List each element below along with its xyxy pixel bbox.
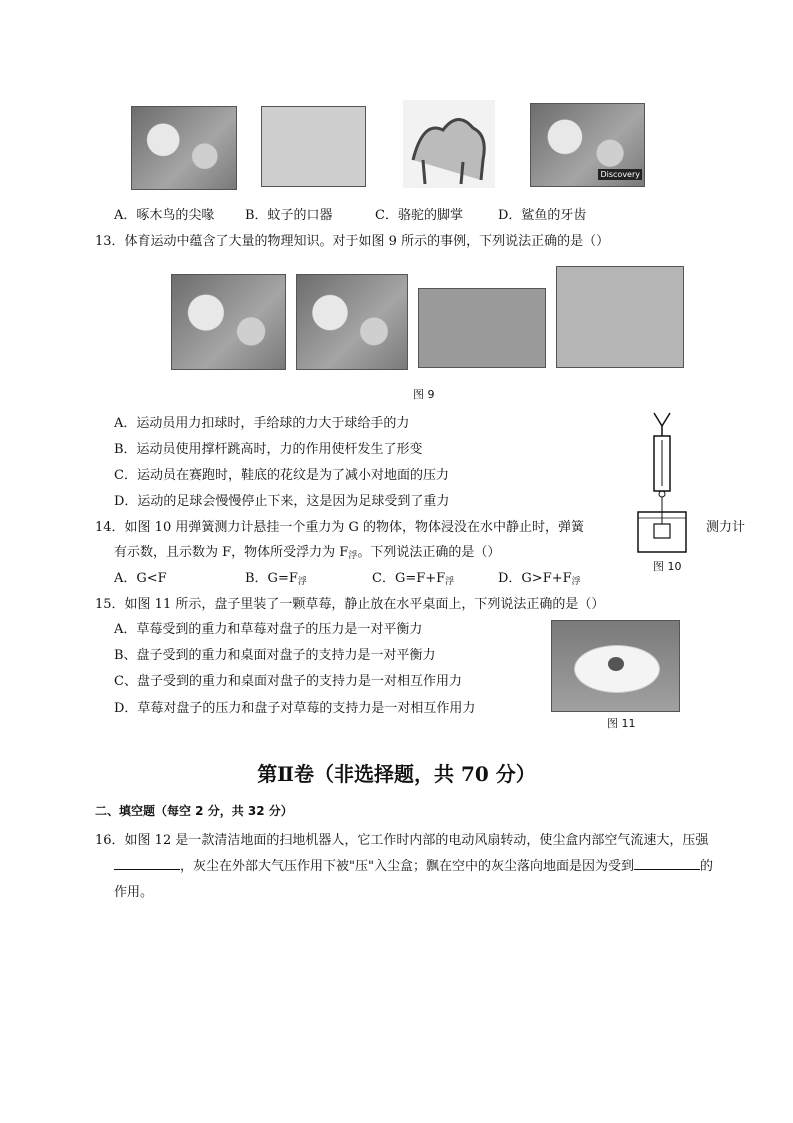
- spring-scale-diagram: [632, 408, 692, 558]
- q12-option-c: C．骆驼的脚掌: [375, 208, 463, 223]
- q12-option-a: A．啄木鸟的尖喙: [114, 208, 215, 223]
- q13-option-d: D．运动的足球会慢慢停止下来，这是因为足球受到了重力: [114, 494, 450, 509]
- camel-sketch: [403, 100, 495, 188]
- q16-line2-end: 的: [699, 859, 713, 874]
- q14-stem-line1: 14．如图 10 用弹簧测力计悬挂一个重力为 G 的物体，物体浸没在水中静止时，弹簧: [95, 520, 584, 535]
- discovery-watermark: Discovery: [600, 170, 640, 179]
- q16-blank-1[interactable]: [114, 857, 180, 870]
- q14-option-d: [498, 567, 581, 587]
- q14-stem-tail: 测力计: [706, 520, 746, 535]
- q16-line2: [114, 855, 713, 874]
- q15-option-d: D．草莓对盘子的压力和盘子对草莓的支持力是一对相互作用力: [114, 701, 476, 716]
- woodpecker-photo: [131, 106, 237, 190]
- sprint-photo: [418, 288, 546, 368]
- pole-vault-photo: [296, 274, 408, 370]
- q15-option-a: A．草莓受到的重力和草莓对盘子的压力是一对平衡力: [114, 622, 423, 637]
- q13-stem: 13．体育运动中蕴含了大量的物理知识。对于如图 9 所示的事例，下列说法正确的是（）: [95, 234, 610, 249]
- q14-option-b-text: B．G=F: [245, 571, 298, 586]
- q14-option-b: [245, 567, 307, 587]
- figure-10-caption: 图 10: [653, 560, 682, 573]
- q14-stem-line2-end: 。下列说法正确的是（）: [357, 545, 501, 560]
- q13-option-a: A．运动员用力扣球时，手给球的力大于球给手的力: [114, 416, 410, 431]
- buoyancy-subscript: 浮: [348, 551, 358, 561]
- q16-line1: 16．如图 12 是一款清洁地面的扫地机器人，它工作时内部的电动风扇转动，使尘盒内部空气流速大，压强: [95, 833, 709, 848]
- figure-11-caption: 图 11: [607, 717, 636, 730]
- q14-option-c-sub: 浮: [445, 577, 455, 587]
- q14-option-d-sub: 浮: [571, 577, 581, 587]
- volleyball-photo: [171, 274, 286, 370]
- shark-photo: [530, 103, 645, 187]
- strawberry: [608, 657, 624, 671]
- camel-photo: [403, 100, 495, 188]
- q16-blank-2[interactable]: [634, 857, 700, 870]
- q15-option-c: C、盘子受到的重力和桌面对盘子的支持力是一对相互作用力: [114, 674, 462, 689]
- soccer-photo: [556, 266, 684, 368]
- q15-option-b: B、盘子受到的重力和桌面对盘子的支持力是一对平衡力: [114, 648, 436, 663]
- q14-option-d-text: D．G>F+F: [498, 571, 572, 586]
- q14-option-b-sub: 浮: [297, 577, 307, 587]
- q14-option-c: [372, 567, 454, 587]
- q15-stem: 15．如图 11 所示，盘子里装了一颗草莓，静止放在水平桌面上，下列说法正确的是（）: [95, 597, 605, 612]
- part-2-title: 第Ⅱ卷（非选择题，共 70 分）: [257, 762, 536, 786]
- strawberry-plate-photo: [551, 620, 680, 712]
- q14-stem-line2: [114, 541, 500, 561]
- figure-9-caption: 图 9: [413, 388, 435, 401]
- q14-stem-line2-main: 有示数，且示数为 F，物体所受浮力为 F: [114, 545, 349, 560]
- q14-option-a: A．G<F: [114, 571, 167, 586]
- mosquito-photo: [261, 106, 366, 187]
- q12-option-d: D．鲨鱼的牙齿: [498, 208, 587, 223]
- q12-option-b: B．蚊子的口器: [245, 208, 333, 223]
- section-heading: 二、填空题（每空 2 分，共 32 分）: [95, 804, 293, 818]
- q16-line3: 作用。: [114, 885, 154, 900]
- q13-option-c: C．运动员在赛跑时，鞋底的花纹是为了减小对地面的压力: [114, 468, 449, 483]
- q14-option-c-text: C．G=F+F: [372, 571, 446, 586]
- q16-line2-text: ，灰尘在外部大气压作用下被"压"入尘盒；飘在空中的灰尘落向地面是因为受到: [180, 859, 634, 874]
- q13-option-b: B．运动员使用撑杆跳高时，力的作用使杆发生了形变: [114, 442, 423, 457]
